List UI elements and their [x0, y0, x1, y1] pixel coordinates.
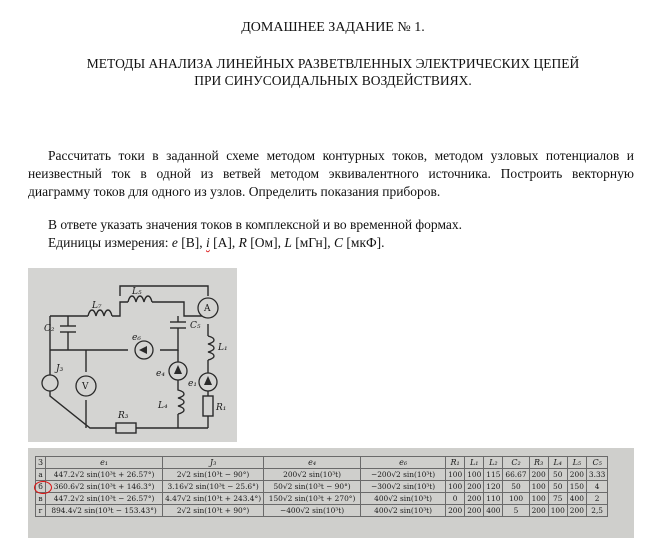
answer-paragraph [28, 216, 634, 234]
units-paragraph [28, 234, 634, 252]
table-cell: 100 [446, 481, 465, 493]
table-cell: 400√2 sin(10³t) [361, 505, 446, 517]
label-c2: C₂ [44, 324, 55, 334]
header-cell: e₆ [361, 457, 446, 469]
unit-i-label: [А], [209, 235, 239, 250]
table-cell: 200 [465, 505, 484, 517]
table-cell: 2√2 sin(10³t − 90°) [163, 469, 264, 481]
page-subtitle-line-2: ПРИ СИНУСОИДАЛЬНЫХ ВОЗДЕЙСТВИЯХ. [194, 73, 472, 88]
table-cell: 50 [548, 469, 567, 481]
table-cell: 100 [529, 481, 548, 493]
table-cell: 100 [548, 505, 567, 517]
table-cell: 200 [465, 481, 484, 493]
header-cell: C₅ [586, 457, 607, 469]
table-row [36, 481, 608, 493]
variant-cell-selected: б [36, 481, 46, 493]
unit-i-symbol: i [206, 235, 210, 250]
inductor-l4 [178, 380, 184, 414]
table-cell: 200 [567, 505, 586, 517]
resistor-r3 [116, 423, 136, 433]
page-title: ДОМАШНЕЕ ЗАДАНИЕ № 1. [241, 20, 425, 35]
table-cell: 360.6√2 sin(10³t + 146.3°) [46, 481, 163, 493]
header-cell: e₁ [46, 457, 163, 469]
current-source-j3 [42, 375, 58, 391]
variants-table [35, 456, 608, 517]
variants-table-photo [28, 448, 634, 538]
unit-l-symbol: L [284, 235, 292, 250]
table-cell: 2,5 [586, 505, 607, 517]
table-cell: 200√2 sin(10³t) [264, 469, 361, 481]
table-cell: 4 [586, 481, 607, 493]
label-l1: L₁ [218, 343, 228, 353]
table-cell: 150√2 sin(10³t + 270°) [264, 493, 361, 505]
variant-cell: а [36, 469, 46, 481]
table-cell: 447.2√2 sin(10³t − 26.57°) [46, 493, 163, 505]
circuit-schematic [28, 268, 237, 442]
circuit-diagram [28, 268, 237, 442]
header-cell: L₂ [484, 457, 503, 469]
table-cell: 110 [484, 493, 503, 505]
selected-variant-circle [34, 481, 52, 494]
label-l5: L₅ [132, 287, 142, 297]
table-cell: 400 [567, 493, 586, 505]
variant-cell: в [36, 493, 46, 505]
table-row [36, 469, 608, 481]
table-cell: 50 [548, 481, 567, 493]
table-cell: 4.47√2 sin(10³t + 243.4°) [163, 493, 264, 505]
table-cell: 200 [446, 505, 465, 517]
header-cell: J₃ [163, 457, 264, 469]
inductor-l1 [208, 336, 214, 360]
table-cell: 66.67 [503, 469, 529, 481]
table-cell: 2√2 sin(10³t + 90°) [163, 505, 264, 517]
header-cell: C₂ [503, 457, 529, 469]
header-cell: R₃ [529, 457, 548, 469]
table-cell: −300√2 sin(10³t) [361, 481, 446, 493]
table-cell: 447.2√2 sin(10³t + 26.57°) [46, 469, 163, 481]
answer-text: В ответе указать значения токов в комплексной и во временной формах. [48, 217, 463, 232]
header-cell: L₅ [567, 457, 586, 469]
table-cell: 894.4√2 sin(10³t − 153.43°) [46, 505, 163, 517]
table-cell: 200 [529, 505, 548, 517]
table-cell: 150 [567, 481, 586, 493]
header-cell: e₄ [264, 457, 361, 469]
label-e4: e₄ [156, 369, 165, 379]
table-cell: −200√2 sin(10³t) [361, 469, 446, 481]
label-r1: R₁ [216, 403, 227, 413]
unit-l-label: [мГн], [291, 235, 335, 250]
table-cell: 400 [484, 505, 503, 517]
table-row [36, 493, 608, 505]
table-cell: 100 [465, 469, 484, 481]
table-cell: 3.33 [586, 469, 607, 481]
page-subtitle-line-1: МЕТОДЫ АНАЛИЗА ЛИНЕЙНЫХ РАЗВЕТВЛЕННЫХ ЭЛЕКТРИЧЕСКИХ ЦЕПЕЙ [86, 56, 580, 71]
table-cell: 200 [529, 469, 548, 481]
label-r3: R₃ [118, 411, 129, 421]
table-cell: 120 [484, 481, 503, 493]
table-cell: 400√2 sin(10³t) [361, 493, 446, 505]
table-cell: 200 [465, 493, 484, 505]
table-cell: 50 [503, 481, 529, 493]
table-cell: 50√2 sin(10³t − 90°) [264, 481, 361, 493]
table-cell: 75 [548, 493, 567, 505]
table-cell: 2 [586, 493, 607, 505]
table-cell: 100 [503, 493, 529, 505]
header-cell: 3 [36, 457, 46, 469]
task-paragraph [28, 147, 634, 201]
units-prefix: Единицы измерения: [48, 235, 172, 250]
table-cell: −400√2 sin(10³t) [264, 505, 361, 517]
resistor-r1 [203, 396, 213, 416]
label-ammeter: A [204, 304, 211, 314]
table-cell: 200 [567, 469, 586, 481]
table-cell: 0 [446, 493, 465, 505]
header-cell: R₁ [446, 457, 465, 469]
header-cell: L₄ [548, 457, 567, 469]
unit-c-symbol: C [334, 235, 344, 250]
label-c5: C₅ [190, 321, 201, 331]
unit-e-label: [В], [177, 235, 207, 250]
label-l4: L₄ [158, 401, 168, 411]
label-e1: e₁ [188, 379, 197, 389]
table-cell: 100 [529, 493, 548, 505]
table-header-row [36, 457, 608, 469]
unit-c-label: [мкФ]. [343, 235, 385, 250]
unit-e-symbol: e [171, 235, 178, 250]
table-row [36, 505, 608, 517]
header-cell: L₁ [465, 457, 484, 469]
task-text: Рассчитать токи в заданной схеме методом контурных токов, методом узловых потенциалов и неизвестный ток в одной из ветвей методом эквивалентного источника. Построить векторную диаграмму токов для одного из узлов. Определить показания приборов. [28, 148, 634, 199]
table-cell: 115 [484, 469, 503, 481]
unit-r-label: [Ом], [246, 235, 285, 250]
label-j3: J₃ [56, 364, 64, 374]
table-cell: 5 [503, 505, 529, 517]
label-voltmeter: V [82, 382, 89, 392]
variant-cell: г [36, 505, 46, 517]
label-l7: L₇ [92, 301, 102, 311]
label-e6: e₆ [132, 333, 141, 343]
unit-r-symbol: R [238, 235, 247, 250]
table-cell: 3.16√2 sin(10³t − 25.6°) [163, 481, 264, 493]
table-cell: 100 [446, 469, 465, 481]
